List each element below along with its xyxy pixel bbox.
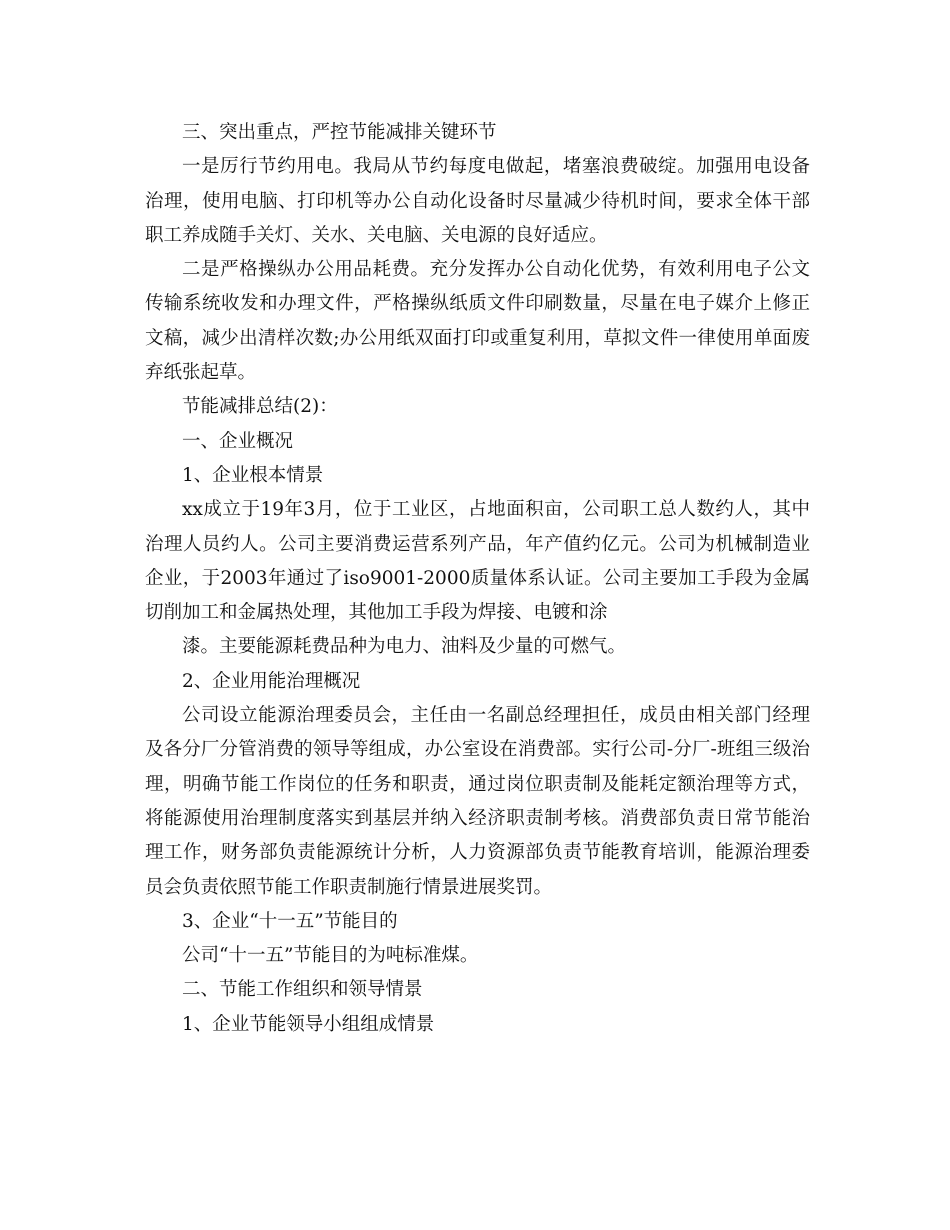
- paragraph-energy-target: 公司“十一五”节能目的为吨标准煤。: [182, 945, 479, 967]
- subheading-basic-situation: 1、企业根本情景: [182, 464, 324, 486]
- section-heading-company-overview: 一、企业概况: [182, 430, 294, 452]
- paragraph-office-supplies: 二是严格操纵办公用品耗费。充分发挥办公自动化优势，有效利用电子公文传输系统收发和办理文件，严格操纵纸质文件印刷数量，尽量在电子媒介上修正文稿，减少出清样次数;办公用纸双面打印或重复利用，草拟文件一律使用单面废弃纸张起草。: [145, 259, 810, 384]
- document-page: [145, 116, 810, 1042]
- paragraph-company-profile: xx成立于19年3月，位于工业区，占地面积亩，公司职工总人数约人，其中治理人员约人。公司主要消费运营系列产品，年产值约亿元。公司为机械制造业企业，于2003年通过了iso9001-2000质量体系认证。公司主要加工手段为金属切削加工和金属热处理，其他加工手段为焊接、电镀和涂: [145, 499, 810, 624]
- subheading-leadership-group: 1、企业节能领导小组组成情景: [182, 1013, 435, 1035]
- section-heading-organization: 二、节能工作组织和领导情景: [182, 979, 423, 1001]
- subheading-energy-management: 2、企业用能治理概况: [182, 670, 361, 692]
- summary-title: 节能减排总结(2)：: [182, 396, 338, 418]
- subheading-energy-target: 3、企业“十一五”节能目的: [182, 910, 398, 932]
- paragraph-energy-committee: 公司设立能源治理委员会，主任由一名副总经理担任，成员由相关部门经理及各分厂分管消费的领导等组成，办公室设在消费部。实行公司-分厂-班组三级治理，明确节能工作岗位的任务和职责，通过岗位职责制及能耗定额治理等方式，将能源使用治理制度落实到基层并纳入经济职责制考核。消费部负责日常节能治理工作，财务部负责能源统计分析，人力资源部负责节能教育培训，能源治理委员会负责依照节能工作职责制施行情景进展奖罚。: [145, 705, 810, 898]
- section-heading-key-links: 三、突出重点，严控节能减排关键环节: [182, 122, 497, 143]
- paragraph-electricity-saving: 一是厉行节约用电。我局从节约每度电做起，堵塞浪费破绽。加强用电设备治理，使用电脑、打印机等办公自动化设备时尽量减少待机时间，要求全体干部职工养成随手关灯、关水、关电脑、关电源的良好适应。: [145, 156, 810, 246]
- paragraph-energy-types: 漆。主要能源耗费品种为电力、油料及少量的可燃气。: [182, 636, 627, 658]
